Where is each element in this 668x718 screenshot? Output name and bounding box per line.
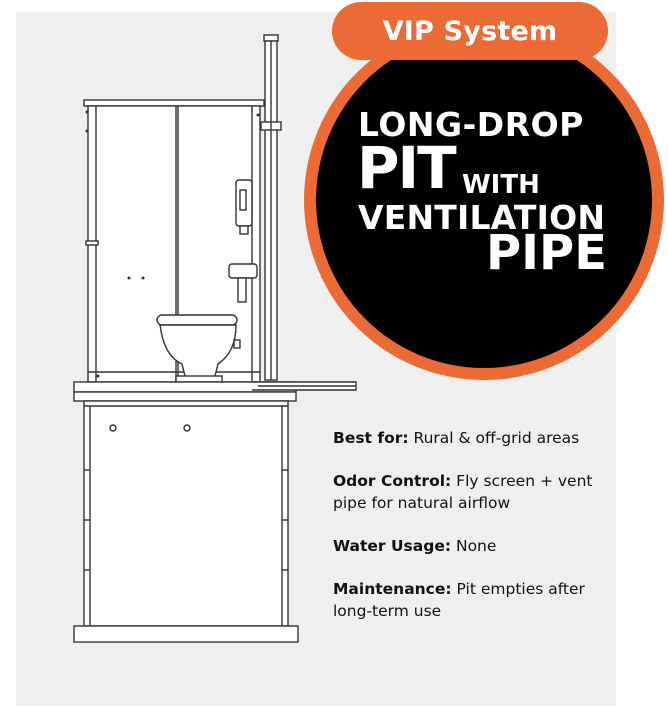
vent-pipe [261, 35, 281, 380]
fact-odor-control: Odor Control: Fly screen + vent pipe for natural airflow [333, 472, 593, 512]
system-pill-label: VIP System [332, 2, 608, 60]
fact-best-for: Best for: Rural & off-grid areas [333, 429, 580, 447]
door-handle [86, 241, 98, 245]
fact-water-usage: Water Usage: None [333, 537, 497, 555]
headline-line-2-small: WITH [462, 170, 540, 200]
headline-line-4: PIPE [486, 225, 608, 281]
system-badge [302, 0, 668, 400]
badge-headline [302, 0, 668, 400]
fact-maintenance: Maintenance: Pit empties after long-term use [333, 580, 585, 620]
headline-line-1: LONG-DROP [358, 105, 584, 144]
headline-line-2: PIT [357, 134, 455, 202]
pit-chamber [74, 401, 298, 642]
headline-line-3: VENTILATION [358, 198, 606, 237]
soap-dispenser [236, 180, 252, 234]
facts-list [333, 427, 603, 643]
